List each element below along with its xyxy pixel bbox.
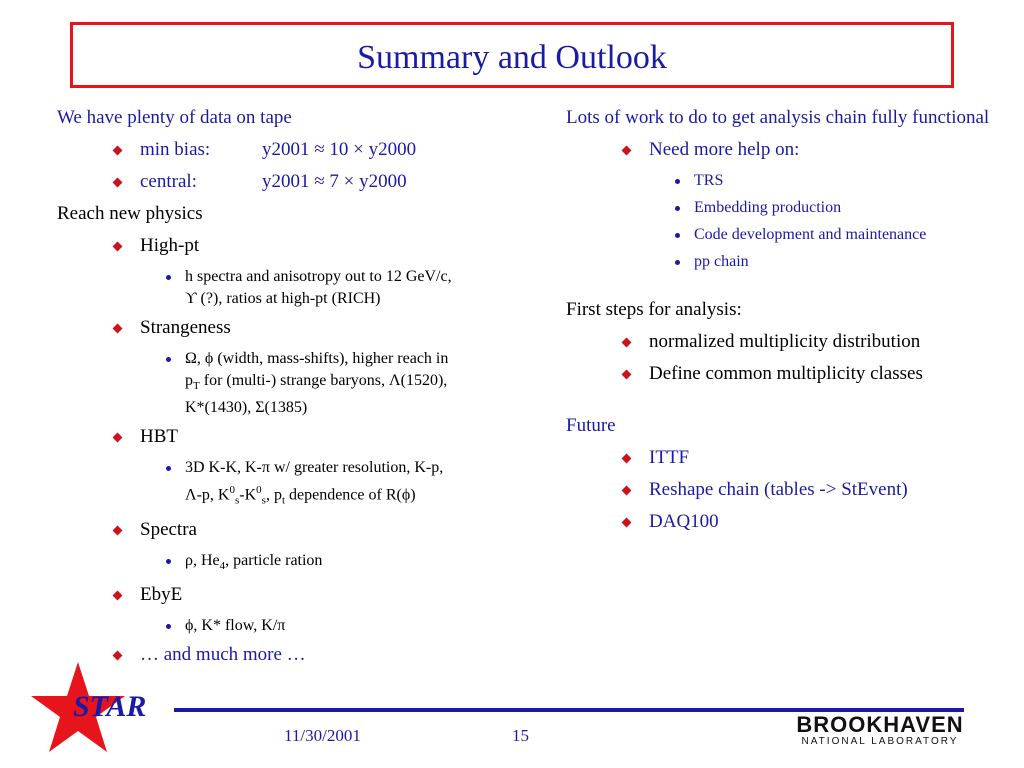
spectra-label: Spectra xyxy=(140,518,197,540)
hbt-k-sup: 0 xyxy=(229,484,235,497)
dot-bullet-icon xyxy=(166,559,171,564)
footer-date: 11/30/2001 xyxy=(284,726,361,745)
strangeness-detail xyxy=(57,348,527,419)
minbias-item xyxy=(57,138,527,162)
left-column xyxy=(57,106,527,675)
diamond-bullet-icon xyxy=(113,525,123,535)
spectra-line-sub: 4 xyxy=(219,559,226,572)
strange-line2: for (multi-) strange baryons, Λ(1520), xyxy=(199,372,448,389)
hbt-k: Λ-p, K xyxy=(185,486,230,504)
dot-bullet-icon xyxy=(166,624,171,629)
ebye-item xyxy=(57,583,527,607)
minbias-value: y2001 ≈ 10 × y2000 xyxy=(262,139,417,160)
hbt-item xyxy=(57,425,527,449)
hbt-k2: -K xyxy=(239,486,257,504)
steps-item xyxy=(566,362,1006,386)
future-heading: Future xyxy=(566,415,616,436)
future-item xyxy=(566,478,1006,502)
diamond-bullet-icon xyxy=(113,324,123,334)
strange-pt: p xyxy=(185,372,193,389)
steps-heading: First steps for analysis: xyxy=(566,299,742,320)
brookhaven-name: BROOKHAVEN xyxy=(796,712,964,737)
diamond-bullet-icon xyxy=(113,433,123,443)
ebye-label: EbyE xyxy=(140,583,183,605)
hbt-label: HBT xyxy=(140,426,178,448)
highpt-label: High-pt xyxy=(140,235,200,256)
hbt-k2-sup: 0 xyxy=(256,484,262,497)
future-item xyxy=(566,446,1006,470)
minbias-label: min bias: xyxy=(140,139,211,160)
dot-bullet-icon xyxy=(675,233,680,238)
title-box xyxy=(70,22,954,88)
data-heading: We have plenty of data on tape xyxy=(57,107,292,128)
strange-line3: K*(1430), Σ(1385) xyxy=(185,399,308,417)
slide-title: Summary and Outlook xyxy=(357,39,667,76)
dot-bullet-icon xyxy=(166,466,171,471)
hbt-dependence: dependence of R(ϕ) xyxy=(285,486,416,504)
steps-item-label: normalized multiplicity distribution xyxy=(649,331,921,352)
strangeness-label: Strangeness xyxy=(140,317,231,338)
spectra-line-b: , particle ration xyxy=(225,551,323,569)
dot-bullet-icon xyxy=(675,206,680,211)
dot-bullet-icon xyxy=(166,357,171,362)
highpt-detail xyxy=(57,266,527,310)
spectra-detail xyxy=(57,550,527,577)
hbt-pt: , p xyxy=(265,486,282,504)
diamond-bullet-icon xyxy=(622,146,632,156)
spectra-line-a: ρ, He xyxy=(185,551,220,569)
highpt-item xyxy=(57,234,527,258)
spectra-item xyxy=(57,518,527,542)
help-item-code xyxy=(566,224,1006,246)
star-logo-text: STAR xyxy=(73,690,147,723)
hbt-pt-sub: t xyxy=(281,494,285,507)
brookhaven-logo xyxy=(795,712,965,747)
physics-heading: Reach new physics xyxy=(57,203,203,224)
help-item-label: Embedding production xyxy=(694,199,842,216)
brookhaven-sub: NATIONAL LABORATORY xyxy=(801,736,959,747)
diamond-bullet-icon xyxy=(113,650,123,660)
future-item xyxy=(566,510,1006,534)
diamond-bullet-icon xyxy=(622,454,632,464)
help-item-trs xyxy=(566,170,1006,192)
diamond-bullet-icon xyxy=(622,338,632,348)
central-label: central: xyxy=(140,171,197,192)
right-column xyxy=(566,106,1006,542)
dot-bullet-icon xyxy=(675,179,680,184)
page-number: 15 xyxy=(512,726,529,745)
hbt-k-sub: s xyxy=(234,494,240,507)
hbt-detail xyxy=(57,457,527,512)
help-item-label: pp chain xyxy=(694,253,749,270)
future-item-label: DAQ100 xyxy=(649,511,719,532)
hbt-k2-sub: s xyxy=(261,494,266,507)
central-item xyxy=(57,170,527,194)
strange-line1: Ω, ϕ (width, mass-shifts), higher reach in xyxy=(185,350,449,367)
future-item-label: ITTF xyxy=(649,447,690,468)
central-value: y2001 ≈ 7 × y2000 xyxy=(262,171,407,192)
dot-bullet-icon xyxy=(166,275,171,280)
more-label: … and much more … xyxy=(140,643,306,665)
diamond-bullet-icon xyxy=(113,590,123,600)
help-item-label: TRS xyxy=(694,172,724,189)
diamond-bullet-icon xyxy=(622,370,632,380)
help-item-label: Code development and maintenance xyxy=(694,226,927,243)
help-item-embedding xyxy=(566,197,1006,219)
dot-bullet-icon xyxy=(675,260,680,265)
highpt-detail-line1: h spectra and anisotropy out to 12 GeV/c, xyxy=(185,268,452,285)
future-item-label: Reshape chain (tables -> StEvent) xyxy=(649,479,908,500)
help-item-pp xyxy=(566,251,1006,273)
strangeness-item xyxy=(57,316,527,340)
help-item xyxy=(566,138,1006,162)
ebye-detail-text: ϕ, K* flow, K/π xyxy=(185,616,286,634)
diamond-bullet-icon xyxy=(113,146,123,156)
highpt-detail-line2: ϒ (?), ratios at high-pt (RICH) xyxy=(185,290,381,307)
diamond-bullet-icon xyxy=(113,242,123,252)
hbt-line1: 3D K-K, K-π w/ greater resolution, K-p, xyxy=(185,459,444,477)
ebye-detail xyxy=(57,615,527,637)
steps-item-label: Define common multiplicity classes xyxy=(649,363,923,384)
work-heading: Lots of work to do to get analysis chain fully functional xyxy=(566,107,990,128)
steps-item xyxy=(566,330,1006,354)
diamond-bullet-icon xyxy=(622,486,632,496)
strange-pt-sub: T xyxy=(193,380,200,393)
help-label: Need more help on: xyxy=(649,139,800,160)
diamond-bullet-icon xyxy=(622,518,632,528)
diamond-bullet-icon xyxy=(113,178,123,188)
